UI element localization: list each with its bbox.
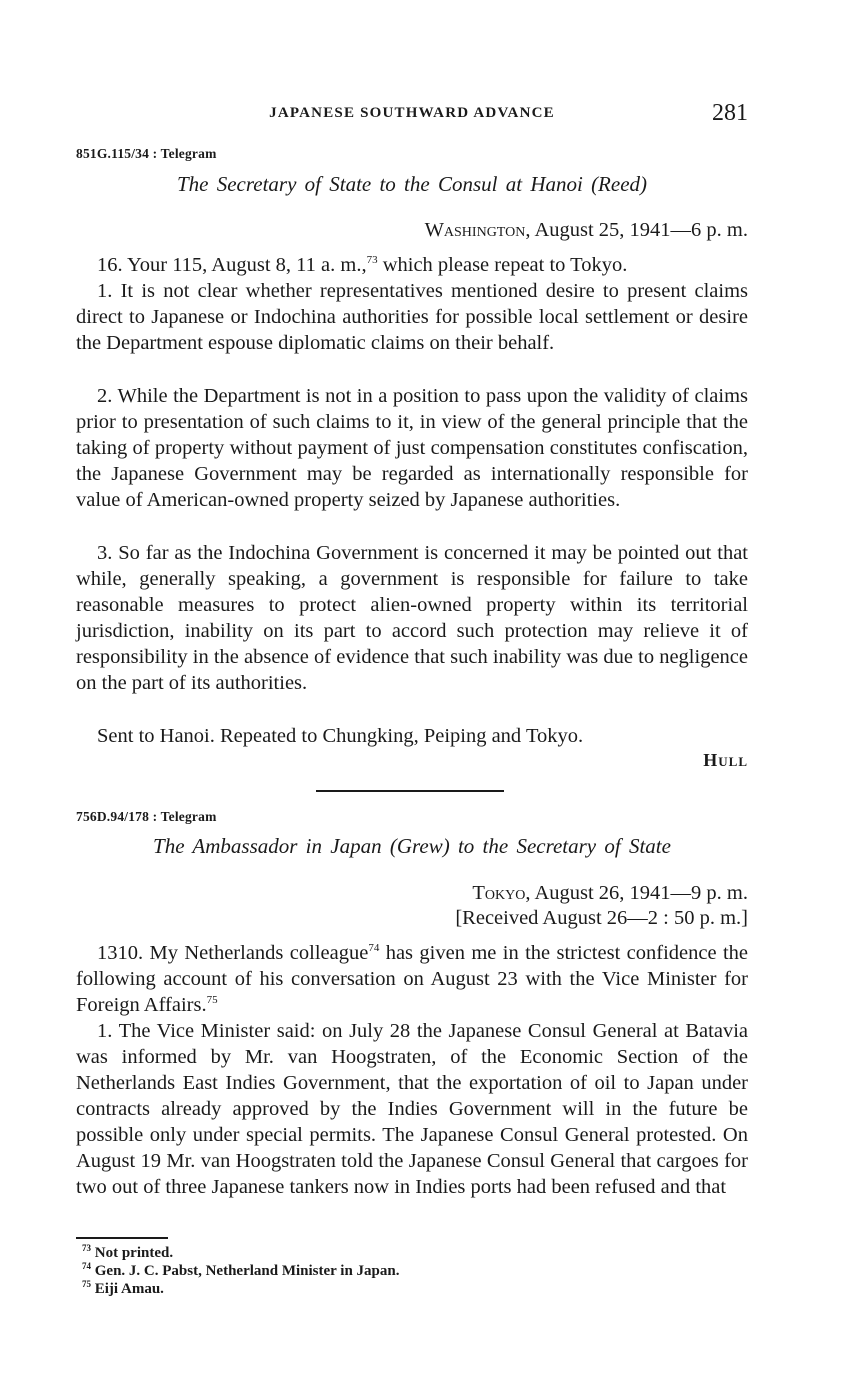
running-title: JAPANESE SOUTHWARD ADVANCE	[269, 105, 555, 121]
footnote-73: $^{73}$ Not printed.	[82, 1243, 174, 1261]
doc1-paragraph-3: 3. So far as the Indochina Government is concerned it may be pointed out that while, generally speaking, a government is responsible for failure to take reasonable measures to protect alien-owned property within its territorial jurisdiction, inability on its part to accord such protection may relieve it of responsibility in the absence of evidence that such inability was due to negligence on the part of its authorities.	[76, 542, 748, 694]
doc1-paragraph-1: 1. It is not clear whether representatives mentioned desire to present claims direct to Japanese or Indochina authorities for possible local settlement or desire the Department espouse diplomatic claims on their behalf.	[76, 280, 748, 354]
doc1-signature: Hull	[703, 750, 748, 770]
doc2-file-id: 756D.94/178 : Telegram	[76, 809, 217, 824]
doc2-paragraph-2: 1. The Vice Minister said: on July 28 the Japanese Consul General at Batavia was informed by Mr. van Hoogstraten, of the Economic Section of the Netherlands East Indies Government, that the exportation of oil to Japan under contracts already approved by the Indies Government will in the future be possible only under special permits. The Japanese Consul General protested. On August 19 Mr. van Hoogstraten told the Japanese Consul General that cargoes for two out of three Japanese tankers now in Indies ports had been refused and that	[76, 1020, 748, 1198]
doc1-paragraph-4: Sent to Hanoi. Repeated to Chungking, Peiping and Tokyo.	[97, 725, 584, 747]
section-divider	[316, 790, 504, 792]
footnote-75: $^{75}$ Eiji Amau.	[82, 1279, 164, 1297]
doc1-paragraph-intro: 16. Your 115, August 8, 11 a. m.,$^{73}$ which please repeat to Tokyo.	[97, 254, 628, 276]
footnote-ref-74: 74	[368, 942, 380, 955]
doc2-received: [Received August 26—2 : 50 p. m.]	[455, 907, 748, 929]
doc2-date: , August 26, 1941—9 p. m.	[525, 882, 748, 904]
footnote-ref-75: 75	[206, 994, 218, 1007]
footnote-ref-73: 73	[366, 254, 378, 267]
doc1-dateline	[425, 219, 748, 242]
doc2-place: Tokyo	[472, 882, 526, 904]
doc2-paragraph-1: 1310. My Netherlands colleague$^{74}$ has given me in the strictest confidence the following account of his conversation on August 23 with the Vice Minister for Foreign Affairs.$^{75}$	[76, 942, 748, 1016]
page-number: 281	[712, 100, 748, 126]
doc1-date: , August 25, 1941—6 p. m.	[525, 219, 748, 241]
footnote-rule	[76, 1237, 168, 1239]
doc2-heading: The Ambassador in Japan (Grew) to the Secretary of State	[153, 834, 671, 858]
running-head	[76, 100, 748, 130]
doc2-dateline	[472, 882, 748, 905]
doc1-heading: The Secretary of State to the Consul at Hanoi (Reed)	[176, 172, 648, 196]
doc1-paragraph-2: 2. While the Department is not in a position to pass upon the validity of claims prior to presentation of such claims to it, in view of the general principle that the taking of property without payment of just compensation constitutes confiscation, the Japanese Government may be regarded as internationally responsible for value of American-owned property seized by Japanese authorities.	[76, 385, 748, 511]
doc1-place: Washington	[424, 219, 526, 241]
footnote-74: $^{74}$ Gen. J. C. Pabst, Netherland Minister in Japan.	[82, 1261, 400, 1279]
doc1-file-id: 851G.115/34 : Telegram	[76, 146, 217, 161]
